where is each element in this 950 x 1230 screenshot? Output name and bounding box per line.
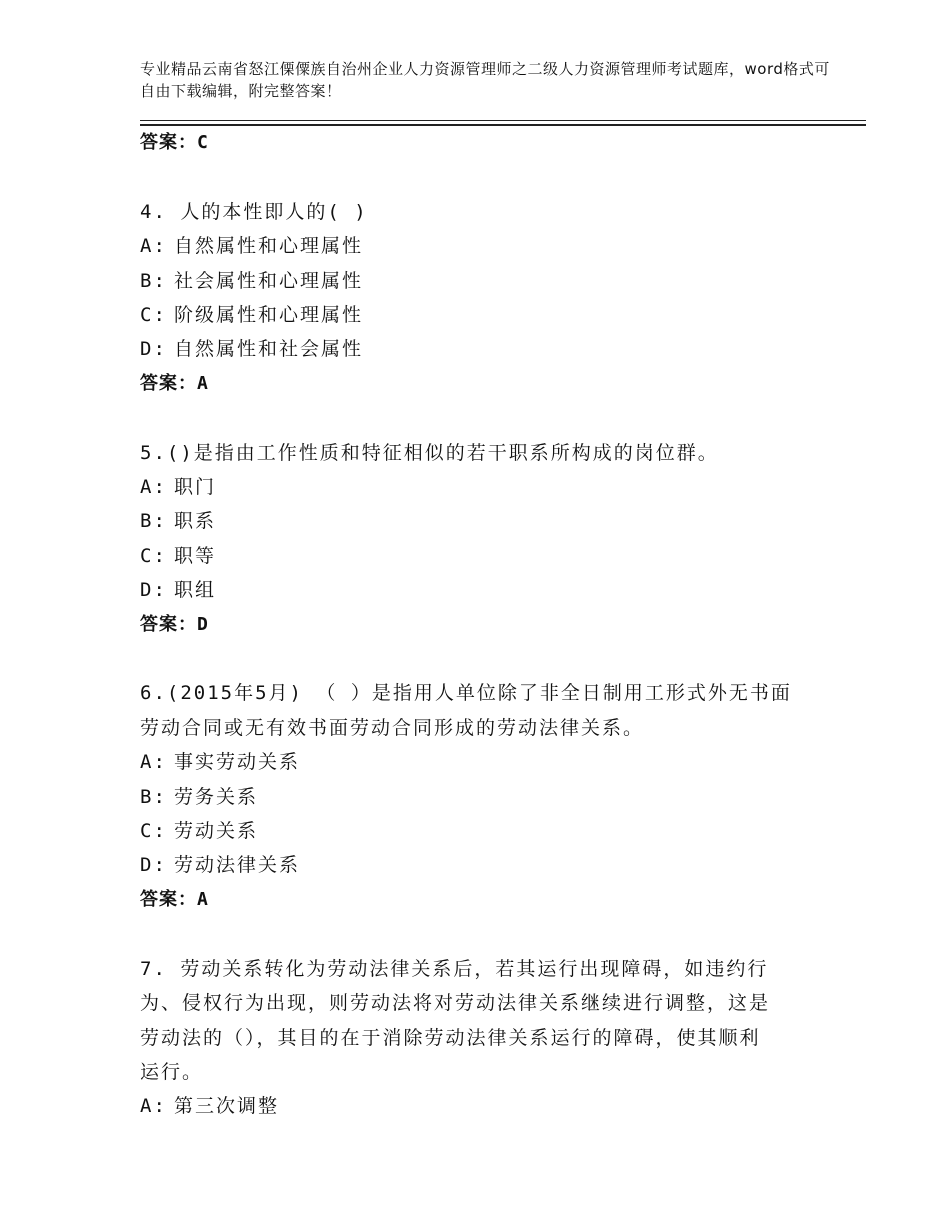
option-a: A: 职门: [140, 476, 217, 499]
question-block: [140, 952, 840, 1124]
answer-label: 答案：: [140, 613, 197, 635]
answer-line: [140, 608, 840, 642]
document-body: [140, 126, 840, 1124]
question-block: [140, 195, 840, 401]
question-text-line: 6.(2015年5月) （ ）是指用人单位除了非全日制用工形式外无书面: [140, 682, 792, 705]
option-d: D: 自然属性和社会属性: [140, 338, 364, 361]
answer-label: 答案：: [140, 132, 197, 153]
answer-line: [140, 126, 840, 160]
answer-line: [140, 367, 840, 401]
option-d: D: 职组: [140, 579, 217, 602]
answer-value: D: [197, 613, 209, 635]
page-header: [140, 58, 830, 102]
answer-value: A: [197, 372, 209, 394]
question-text-line: 劳动法的（），其目的在于消除劳动法律关系运行的障碍，使其顺利: [140, 1026, 761, 1049]
answer-label: 答案：: [140, 372, 197, 394]
question-text-line: 劳动合同或无有效书面劳动合同形成的劳动法律关系。: [140, 716, 645, 739]
option-c: C: 劳动关系: [140, 820, 259, 843]
question-text: 5.()是指由工作性质和特征相似的若干职系所构成的岗位群。: [140, 441, 719, 464]
option-c: C: 职等: [140, 544, 217, 567]
option-a: A: 第三次调整: [140, 1095, 280, 1118]
option-b: B: 社会属性和心理属性: [140, 269, 364, 292]
question-text-line: 为、侵权行为出现，则劳动法将对劳动法律关系继续进行调整，这是: [140, 992, 771, 1015]
question-block: [140, 436, 840, 642]
spacer: [140, 401, 840, 435]
option-c: C: 阶级属性和心理属性: [140, 304, 364, 327]
header-divider: [140, 120, 866, 121]
question-text-line: 运行。: [140, 1060, 204, 1083]
option-b: B: 劳务关系: [140, 785, 259, 808]
question-text-line: 7. 劳动关系转化为劳动法律关系后，若其运行出现障碍，如违约行: [140, 957, 769, 980]
answer-label: 答案：: [140, 888, 197, 910]
answer-value: C: [197, 132, 209, 153]
document-title: 专业精品云南省怒江傈僳族自治州企业人力资源管理师之二级人力资源管理师考试题库，word格式可自由下载编辑，附完整答案！: [140, 60, 830, 100]
option-a: A: 自然属性和心理属性: [140, 235, 364, 258]
question-text: 4. 人的本性即人的( ): [140, 200, 368, 223]
spacer: [140, 917, 840, 951]
spacer: [140, 642, 840, 676]
spacer: [140, 160, 840, 194]
option-a: A: 事实劳动关系: [140, 751, 301, 774]
question-block: [140, 676, 840, 917]
option-b: B: 职系: [140, 510, 217, 533]
answer-line: [140, 883, 840, 917]
answer-value: A: [197, 888, 209, 910]
option-d: D: 劳动法律关系: [140, 854, 301, 877]
